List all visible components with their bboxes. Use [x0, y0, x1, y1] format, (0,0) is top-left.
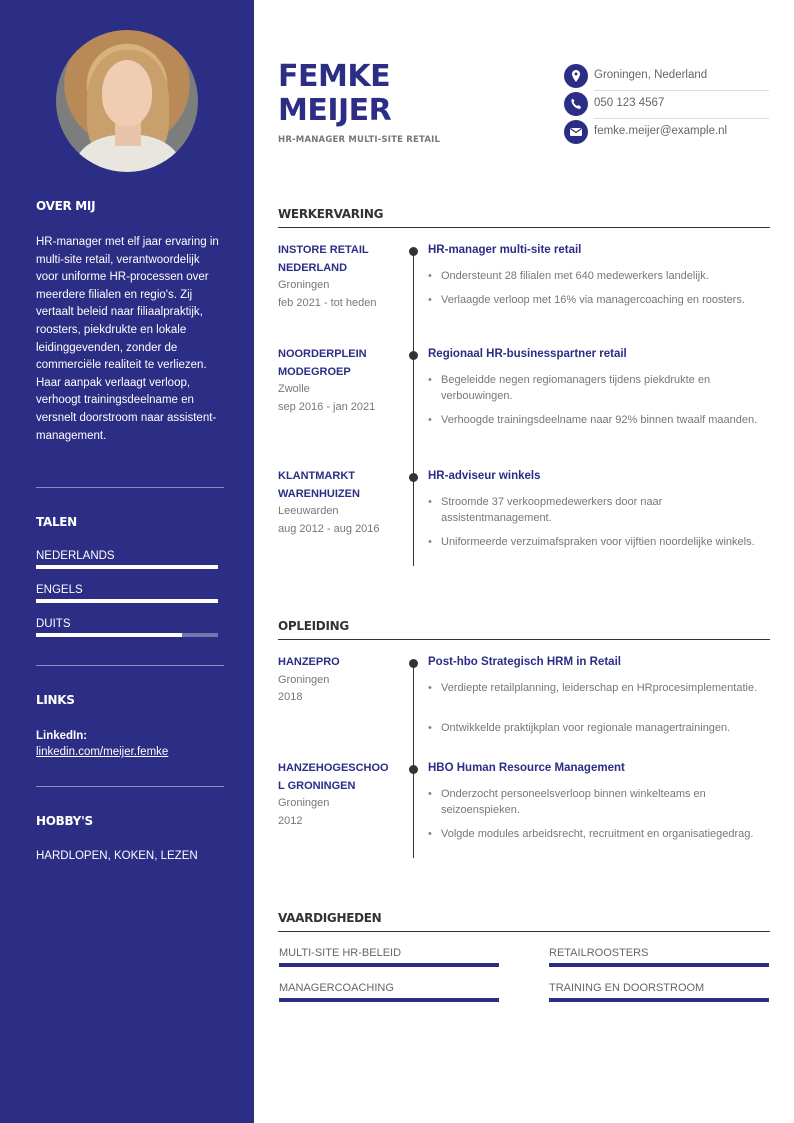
first-name: FEMKE	[278, 59, 391, 94]
education-bullet: • Verdiepte retailplanning, leiderschap en HRprocesimplementatie.	[428, 680, 770, 696]
language-level-bar	[36, 633, 218, 637]
envelope-icon	[564, 120, 588, 144]
skills-heading: VAARDIGHEDEN	[278, 911, 770, 932]
contact-phone	[564, 91, 769, 119]
timeline-dot	[409, 765, 418, 774]
employment-dates: feb 2021 - tot heden	[278, 296, 377, 309]
sidebar-divider	[36, 786, 224, 787]
language-level-fill	[36, 599, 218, 603]
location-pin-icon	[564, 64, 588, 88]
language-level-fill	[36, 633, 182, 637]
graduation-year: 2018	[278, 691, 303, 703]
hobbies-heading: HOBBY'S	[36, 814, 93, 828]
skill-name: TRAINING EN DOORSTROOM	[549, 982, 705, 994]
skill-name: RETAILROOSTERS	[549, 947, 649, 959]
skill-name: MANAGERCOACHING	[279, 982, 394, 994]
sidebar	[0, 0, 254, 1123]
language-name: ENGELS	[36, 584, 83, 596]
linkedin-link[interactable]: linkedin.com/meijer.femke	[36, 746, 169, 758]
phone-icon	[564, 92, 588, 116]
skill-item	[279, 947, 499, 967]
hobbies-text: HARDLOPEN, KOKEN, LEZEN	[36, 850, 198, 862]
timeline-dot	[409, 247, 418, 256]
experience-heading: WERKERVARING	[278, 207, 770, 228]
skill-bar	[549, 963, 769, 967]
skill-name: MULTI-SITE HR-BELEID	[279, 947, 402, 959]
job-role: HR-manager multi-site retail	[428, 244, 582, 256]
school-city: Groningen	[278, 673, 330, 686]
skill-bar	[279, 963, 499, 967]
language-item	[36, 550, 218, 569]
last-name: MEIJER	[278, 93, 392, 128]
employment-dates: aug 2012 - aug 2016	[278, 522, 380, 535]
job-bullet: • Verlaagde verloop met 16% via managercoaching en roosters.	[428, 292, 770, 308]
job-bullet: • Stroomde 37 verkoopmedewerkers door naar assistentmanagement.	[428, 494, 770, 526]
degree-name: HBO Human Resource Management	[428, 762, 625, 774]
language-item	[36, 618, 218, 637]
experience-timeline	[413, 250, 414, 566]
skill-item	[279, 982, 499, 1002]
experience-meta	[278, 468, 398, 538]
education-meta	[278, 760, 390, 830]
education-bullet: • Volgde modules arbeidsrecht, recruitment en organisatiegedrag.	[428, 826, 770, 842]
phone-text: 050 123 4567	[594, 97, 665, 109]
skill-bar	[549, 998, 769, 1002]
skill-item	[549, 947, 769, 967]
timeline-dot	[409, 659, 418, 668]
job-bullet: • Ondersteunt 28 filialen met 640 medewerkers landelijk.	[428, 268, 770, 284]
skill-bar	[279, 998, 499, 1002]
education-heading: OPLEIDING	[278, 619, 770, 640]
employer-city: Groningen	[278, 279, 330, 291]
about-text: HR-manager met elf jaar ervaring in multi-site retail, verantwoordelijk voor uniforme HR-processen over meerdere filialen en regio's. Zij vertaalt beleid naar filiaalpraktijk, roosters, piekdrukte en lokale leidinggevenden, zonder de commerciële realiteit te verliezen. Haar aanpak verlaagt verloop, verhoogt trainingsdeelname en versnelt doorstroom naar assistent-management.	[36, 236, 219, 442]
job-bullet: • Verhoogde trainingsdeelname naar 92% binnen twaalf maanden.	[428, 412, 770, 428]
email-link[interactable]: femke.meijer@example.nl	[594, 125, 728, 137]
languages-heading: TALEN	[36, 515, 77, 529]
job-bullet: • Begeleidde negen regiomanagers tijdens piekdrukte en verbouwingen.	[428, 372, 770, 404]
education-meta	[278, 654, 398, 707]
school-name: HANZEPRO	[278, 656, 340, 668]
experience-meta	[278, 346, 398, 416]
location-text: Groningen, Nederland	[594, 69, 708, 81]
language-item	[36, 584, 218, 603]
employer-name: KLANTMARKT WARENHUIZEN	[278, 470, 360, 500]
linkedin-label: LinkedIn:	[36, 730, 88, 742]
language-level-bar	[36, 565, 218, 569]
employer-name: INSTORE RETAIL NEDERLAND	[278, 244, 369, 274]
about-heading: OVER MIJ	[36, 199, 96, 213]
employer-name: NOORDERPLEIN MODEGROEP	[278, 348, 367, 378]
education-bullet: • Ontwikkelde praktijkplan voor regionale managertrainingen.	[428, 720, 770, 736]
graduation-year: 2012	[278, 814, 303, 827]
education-bullet: • Onderzocht personeelsverloop binnen winkelteams en seizoenspieken.	[428, 786, 770, 818]
timeline-dot	[409, 473, 418, 482]
language-level-fill	[36, 565, 218, 569]
degree-name: Post-hbo Strategisch HRM in Retail	[428, 656, 621, 668]
language-level-bar	[36, 599, 218, 603]
job-role: HR-adviseur winkels	[428, 470, 541, 482]
employment-dates: sep 2016 - jan 2021	[278, 400, 376, 413]
job-role: Regionaal HR-businesspartner retail	[428, 348, 627, 360]
profile-photo	[56, 30, 198, 172]
employer-city: Leeuwarden	[278, 505, 339, 517]
job-bullet: • Uniformeerde verzuimafspraken voor vijftien noordelijke winkels.	[428, 534, 770, 550]
school-name: HANZEHOGESCHOOL GRONINGEN	[278, 762, 389, 792]
school-city: Groningen	[278, 797, 330, 809]
photo-face	[102, 60, 152, 126]
timeline-dot	[409, 351, 418, 360]
links-heading: LINKS	[36, 693, 75, 707]
person-name	[278, 60, 391, 128]
education-timeline	[413, 662, 414, 858]
skill-item	[549, 982, 769, 1002]
sidebar-divider	[36, 665, 224, 666]
language-name: DUITS	[36, 618, 71, 630]
contact-location	[564, 63, 769, 91]
employer-city: Zwolle	[278, 383, 310, 395]
experience-meta	[278, 242, 398, 312]
job-title: HR-MANAGER MULTI-SITE RETAIL	[278, 135, 441, 145]
contact-email	[564, 119, 769, 147]
sidebar-divider	[36, 487, 224, 488]
language-name: NEDERLANDS	[36, 550, 115, 562]
